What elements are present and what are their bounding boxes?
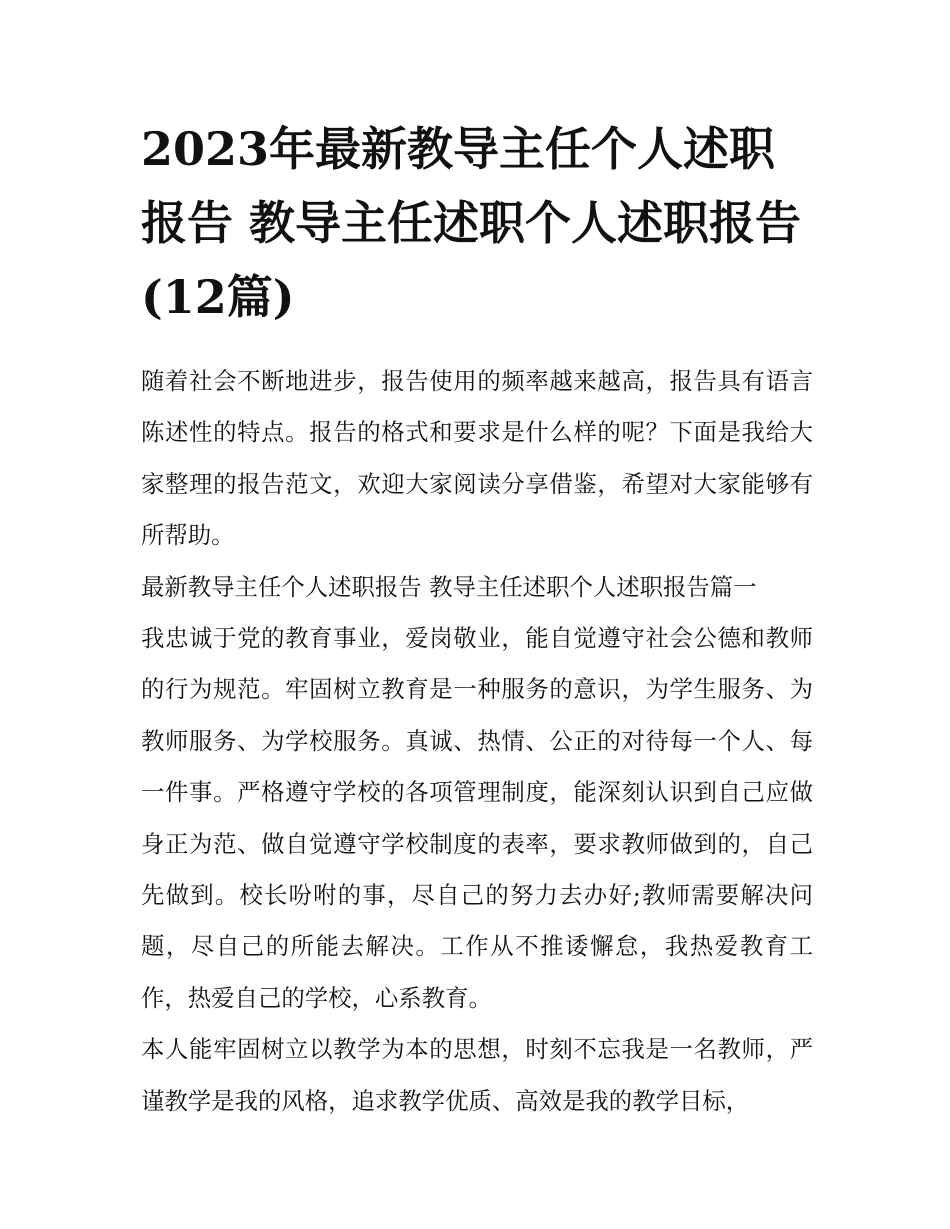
paragraph-body-1: 我忠诚于党的教育事业，爱岗敬业，能自觉遵守社会公德和教师的行为规范。牢固树立教育是一种服务的意识，为学生服务、为教师服务、为学校服务。真诚、热情、公正的对待每一个人、每一件事。严格遵守学校的各项管理制度，能深刻认识到自己应做身正为范、做自觉遵守学校制度的表率，要求教师做到的，自己先做到。校长吩咐的事，尽自己的努力去办好;教师需要解决问题，尽自己的所能去解决。工作从不推诿懈怠，我热爱教育工作，热爱自己的学校，心系教育。	[141, 624, 813, 1012]
paragraph-body-2: 本人能牢固树立以教学为本的思想，时刻不忘我是一名教师，严谨教学是我的风格，追求教学优质、高效是我的教学目标，	[141, 1035, 813, 1115]
document-page	[141, 112, 813, 1127]
document-title: 2023年最新教导主任个人述职报告 教导主任述职个人述职报告(12篇)	[141, 122, 802, 324]
paragraph-section-heading: 最新教导主任个人述职报告 教导主任述职个人述职报告篇一	[141, 572, 757, 601]
paragraph-intro: 随着社会不断地进步，报告使用的频率越来越高，报告具有语言陈述性的特点。报告的格式和要求是什么样的呢？下面是我给大家整理的报告范文，欢迎大家阅读分享借鉴，希望对大家能够有所帮助。	[141, 367, 813, 550]
